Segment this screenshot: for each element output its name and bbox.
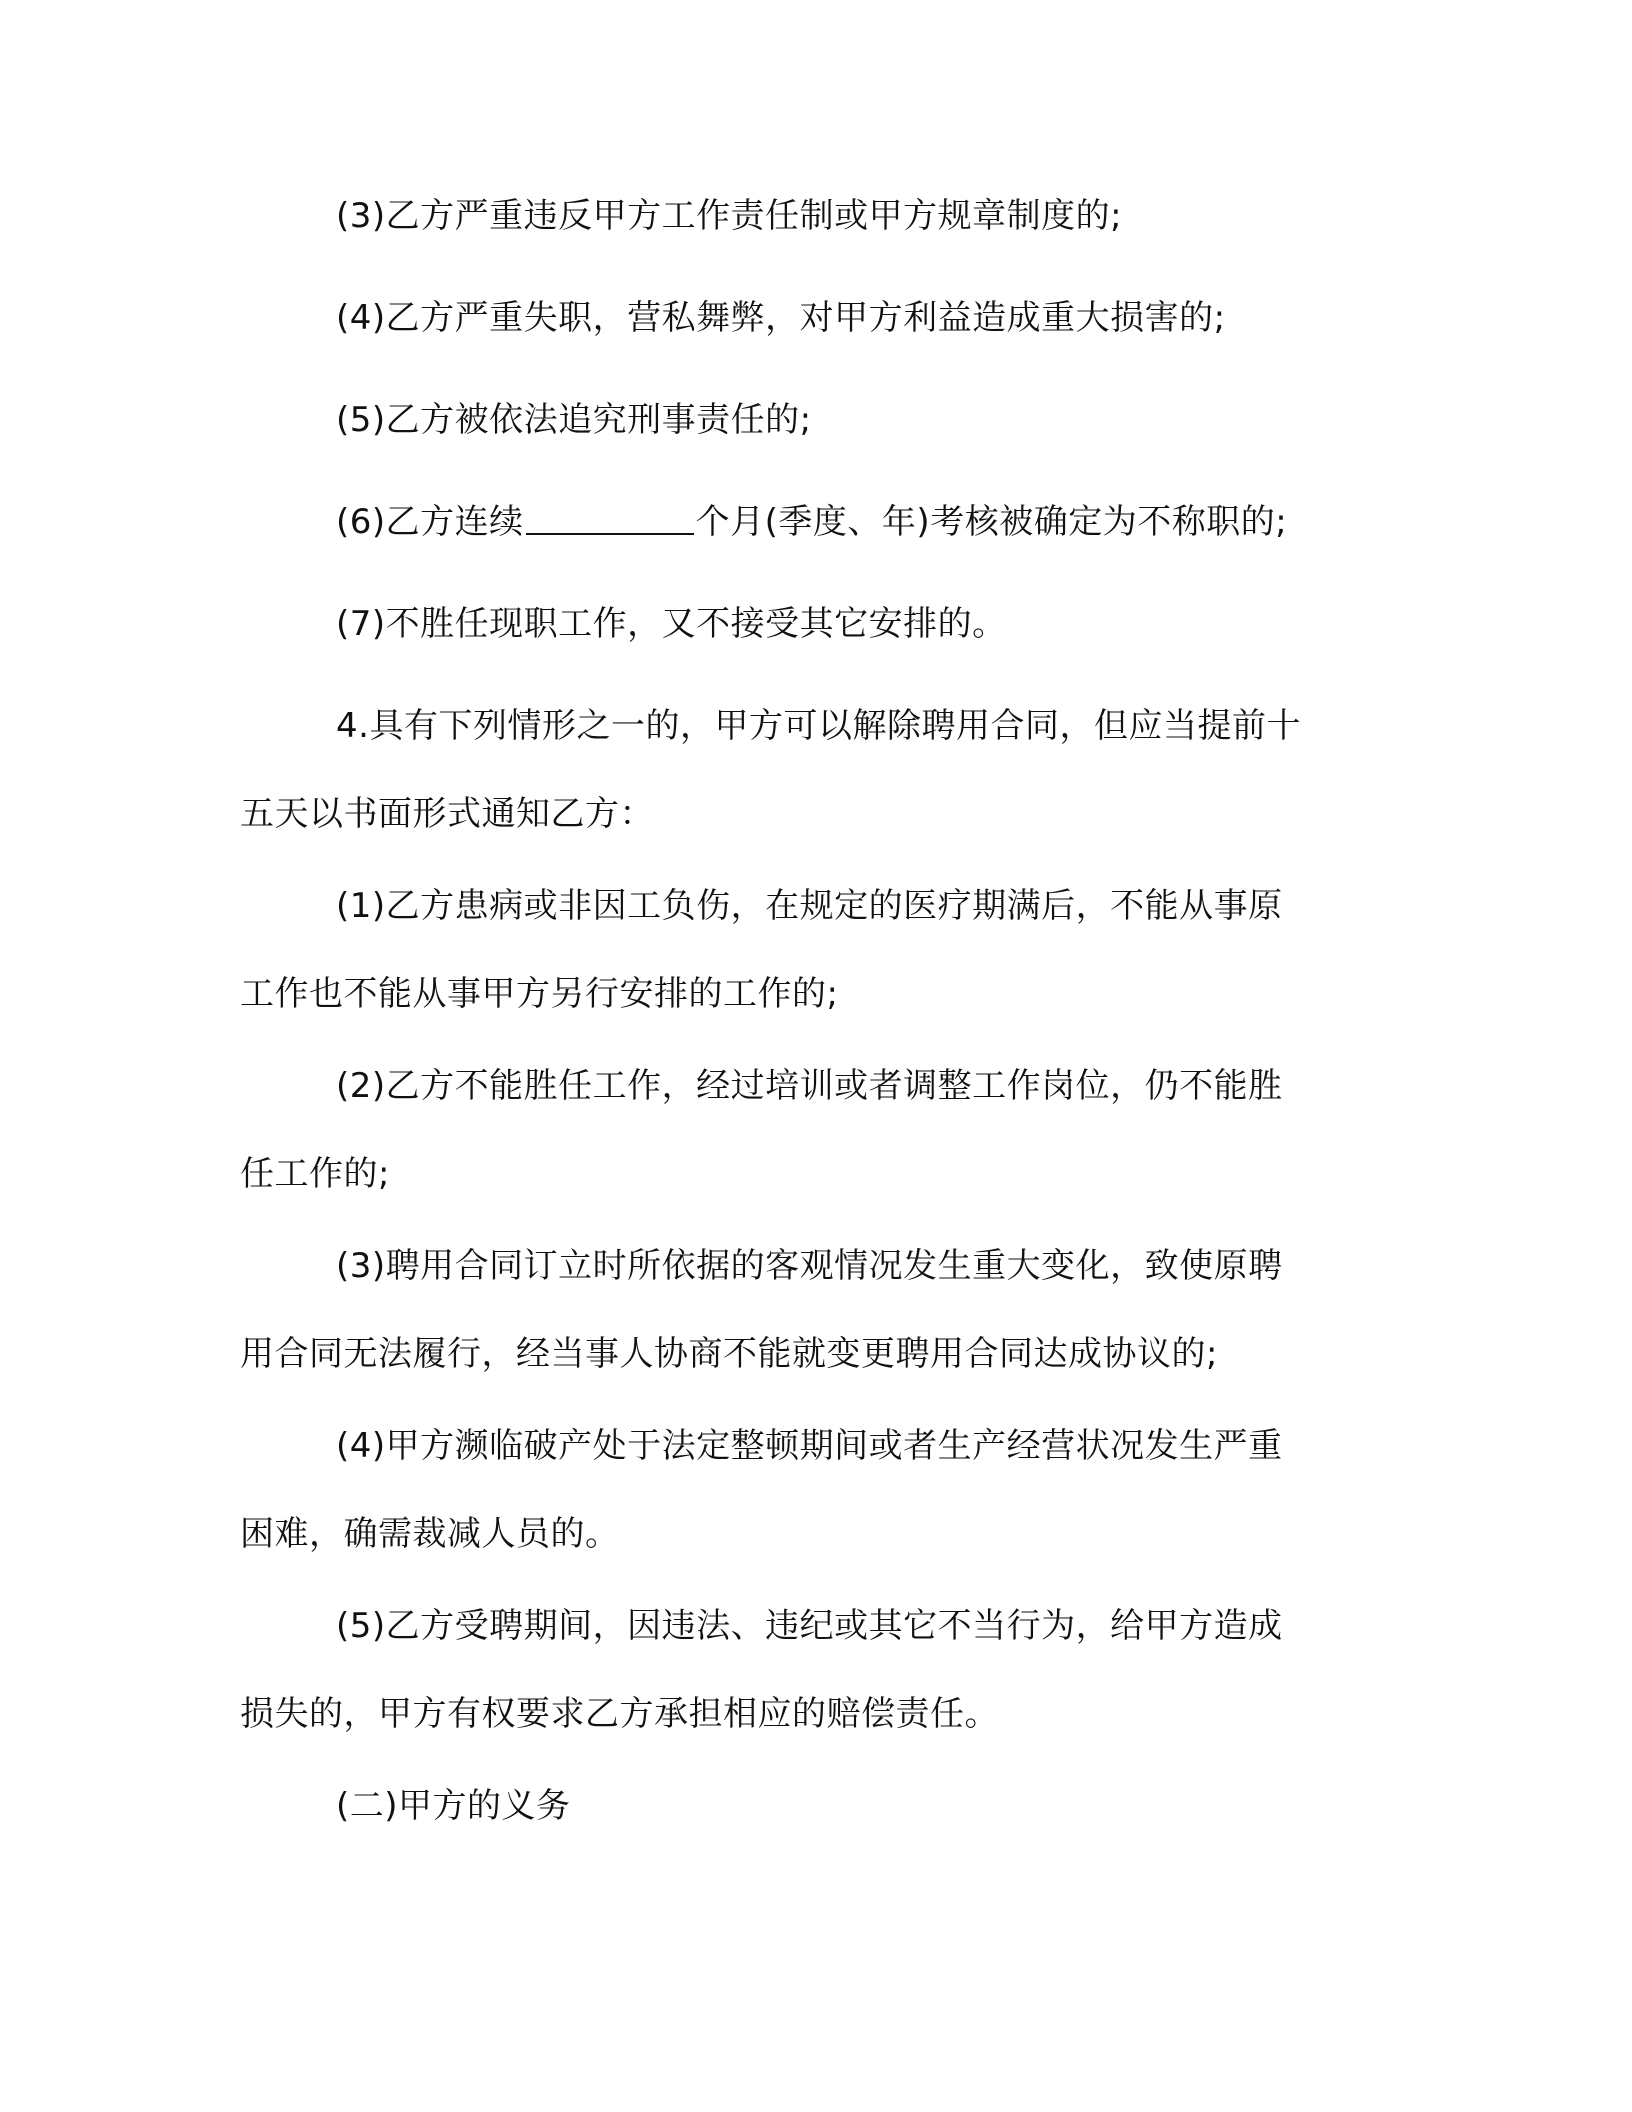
clause-6-suffix: 个月(季度、年)考核被确定为不称职的; [695,502,1288,542]
clause-6-prefix: (6)乙方连续 [336,502,524,542]
paragraph-line: (2)乙方不能胜任工作，经过培训或者调整工作岗位，仍不能胜 [336,1066,1283,1106]
paragraph-line: (5)乙方受聘期间，因违法、违纪或其它不当行为，给甲方造成 [336,1606,1283,1646]
item-3-circumstance-change [240,1222,1380,1398]
paragraph-line: (3)聘用合同订立时所依据的客观情况发生重大变化，致使原聘 [336,1246,1283,1286]
item-2-incompetence [240,1042,1380,1218]
paragraph-line: 困难，确需裁减人员的。 [240,1514,620,1554]
paragraph-line [240,478,1380,566]
clause-7-unfit-for-job [240,580,1380,668]
paragraph-line: (4)甲方濒临破产处于法定整顿期间或者生产经营状况发生严重 [336,1426,1283,1466]
paragraph-line: 用合同无法履行，经当事人协商不能就变更聘用合同达成协议的; [240,1334,1218,1374]
paragraph-line: (4)乙方严重失职，营私舞弊，对甲方利益造成重大损害的; [336,298,1226,338]
paragraph-line: (7)不胜任现职工作，又不接受其它安排的。 [336,604,1007,644]
clause-6-incompetent-assessment [240,478,1380,566]
paragraph-line: 五天以书面形式通知乙方： [240,794,654,834]
paragraph-line: 工作也不能从事甲方另行安排的工作的; [240,974,839,1014]
section-heading-party-a-obligations [240,1762,1380,1850]
paragraph-line: (5)乙方被依法追究刑事责任的; [336,400,812,440]
paragraph-line: 任工作的; [240,1154,390,1194]
item-5-compensation-liability [240,1582,1380,1758]
paragraph-line: (1)乙方患病或非因工负伤，在规定的医疗期满后，不能从事原 [336,886,1283,926]
section-4-termination-with-notice [240,682,1380,858]
item-1-illness-injury [240,862,1380,1038]
fill-in-blank [526,503,694,535]
paragraph-line: 损失的，甲方有权要求乙方承担相应的赔偿责任。 [240,1694,999,1734]
clause-4-dereliction [240,274,1380,362]
item-4-bankruptcy-layoff [240,1402,1380,1578]
paragraph-line: (二)甲方的义务 [336,1786,571,1826]
paragraph-line: (3)乙方严重违反甲方工作责任制或甲方规章制度的; [336,196,1123,236]
paragraph-line: 4.具有下列情形之一的，甲方可以解除聘用合同，但应当提前十 [336,706,1301,746]
clause-5-criminal-liability [240,376,1380,464]
clause-3-serious-violation [240,172,1380,260]
